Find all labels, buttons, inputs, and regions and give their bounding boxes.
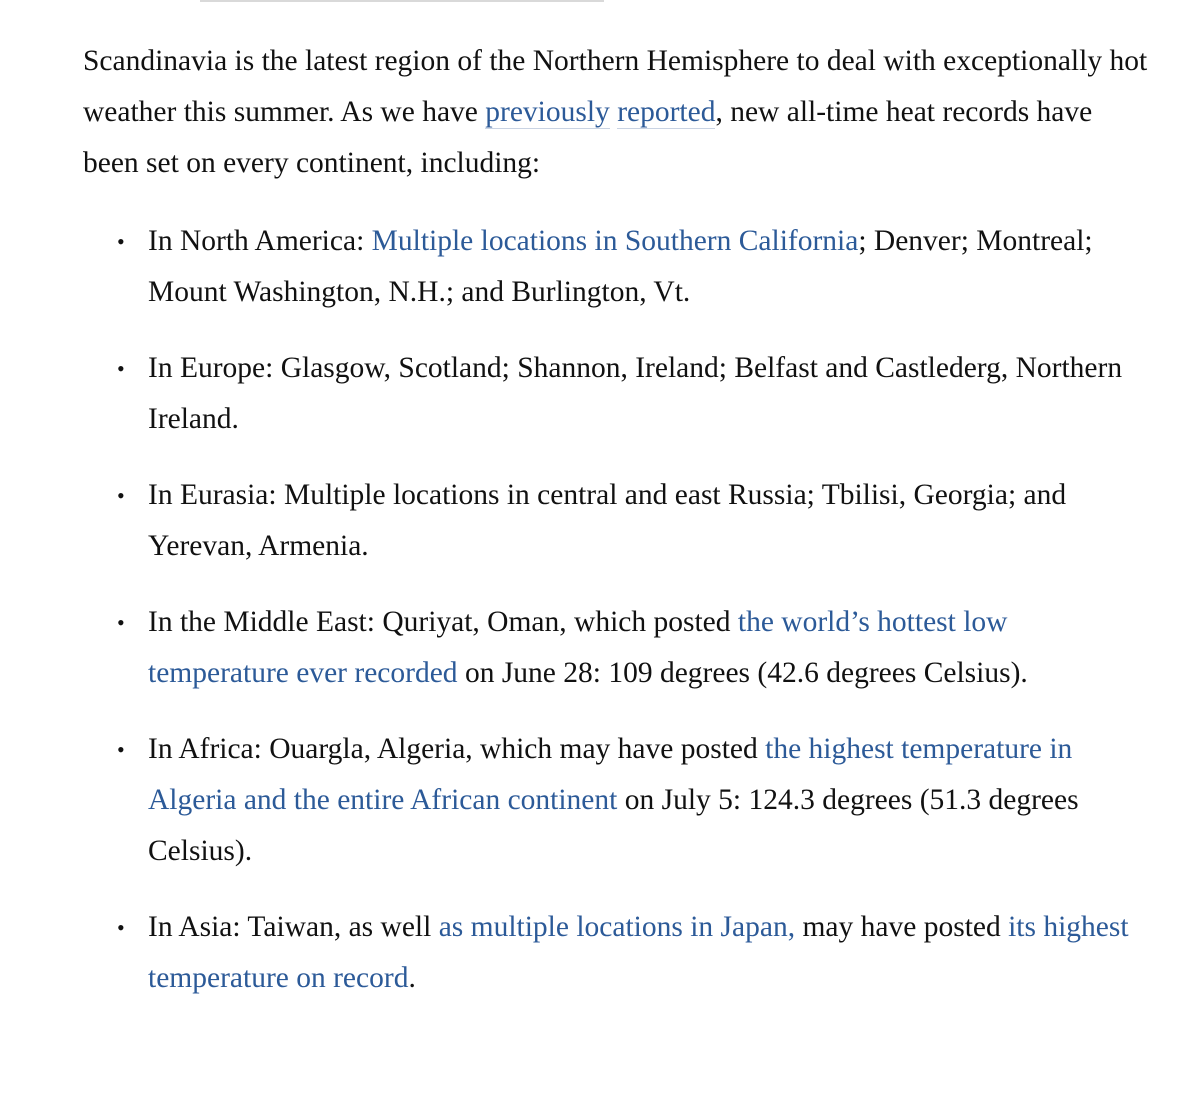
bullet-glyph: • [117, 610, 125, 635]
top-divider [200, 0, 604, 2]
asia-lead: In Asia: Taiwan, as well [148, 911, 439, 943]
bullet-glyph: • [117, 356, 125, 381]
intro-paragraph [83, 36, 1153, 189]
list-item-north-america [83, 216, 1153, 318]
previously-link[interactable]: previously [485, 96, 610, 128]
intro-text-before: Scandinavia is the latest region of the Northern Hemisphere to deal with exceptionally hot weather this summer. As we have [83, 45, 1148, 128]
middle-east-tail: on June 28: 109 degrees (42.6 degrees Celsius). [457, 657, 1028, 689]
list-item-middle-east [83, 597, 1153, 699]
list-item-europe [83, 343, 1153, 445]
bullet-glyph: • [117, 915, 125, 940]
highest-temperature-on-record-link[interactable]: its highest temperature on record [148, 911, 1129, 994]
list-item-africa [83, 724, 1153, 877]
algeria-highest-temperature-link[interactable]: the highest temperature in Algeria and the entire African continent [148, 733, 1073, 816]
list-item-eurasia [83, 470, 1153, 572]
hottest-low-temperature-link[interactable]: the world’s hottest low temperature ever recorded [148, 606, 1008, 689]
asia-tail: . [408, 962, 416, 994]
africa-lead: In Africa: Ouargla, Algeria, which may have posted [148, 733, 766, 765]
reported-link[interactable]: reported [617, 96, 716, 128]
north-america-tail: ; Denver; Montreal; Mount Washington, N.H.; and Burlington, Vt. [148, 225, 1093, 308]
intro-text-after: , new all-time heat records have been set on every continent, including: [83, 96, 1093, 179]
bullet-glyph: • [117, 737, 125, 762]
europe-text: In Europe: Glasgow, Scotland; Shannon, Ireland; Belfast and Castlederg, Northern Ireland. [148, 352, 1123, 435]
bullet-glyph: • [117, 229, 125, 254]
japan-locations-link[interactable]: as multiple locations in Japan, [438, 911, 796, 943]
list-item-asia [83, 902, 1153, 1004]
middle-east-lead: In the Middle East: Quriyat, Oman, which posted [148, 606, 738, 638]
eurasia-text: In Eurasia: Multiple locations in central and east Russia; Tbilisi, Georgia; and Yerevan, Armenia. [148, 479, 1067, 562]
article-body [83, 36, 1153, 1029]
asia-middle: may have posted [795, 911, 1009, 943]
southern-california-link[interactable]: Multiple locations in Southern California [371, 225, 859, 257]
heat-records-list [83, 216, 1153, 1004]
north-america-lead: In North America: [148, 225, 372, 257]
bullet-glyph: • [117, 483, 125, 508]
africa-tail: on July 5: 124.3 degrees (51.3 degrees Celsius). [148, 784, 1079, 867]
